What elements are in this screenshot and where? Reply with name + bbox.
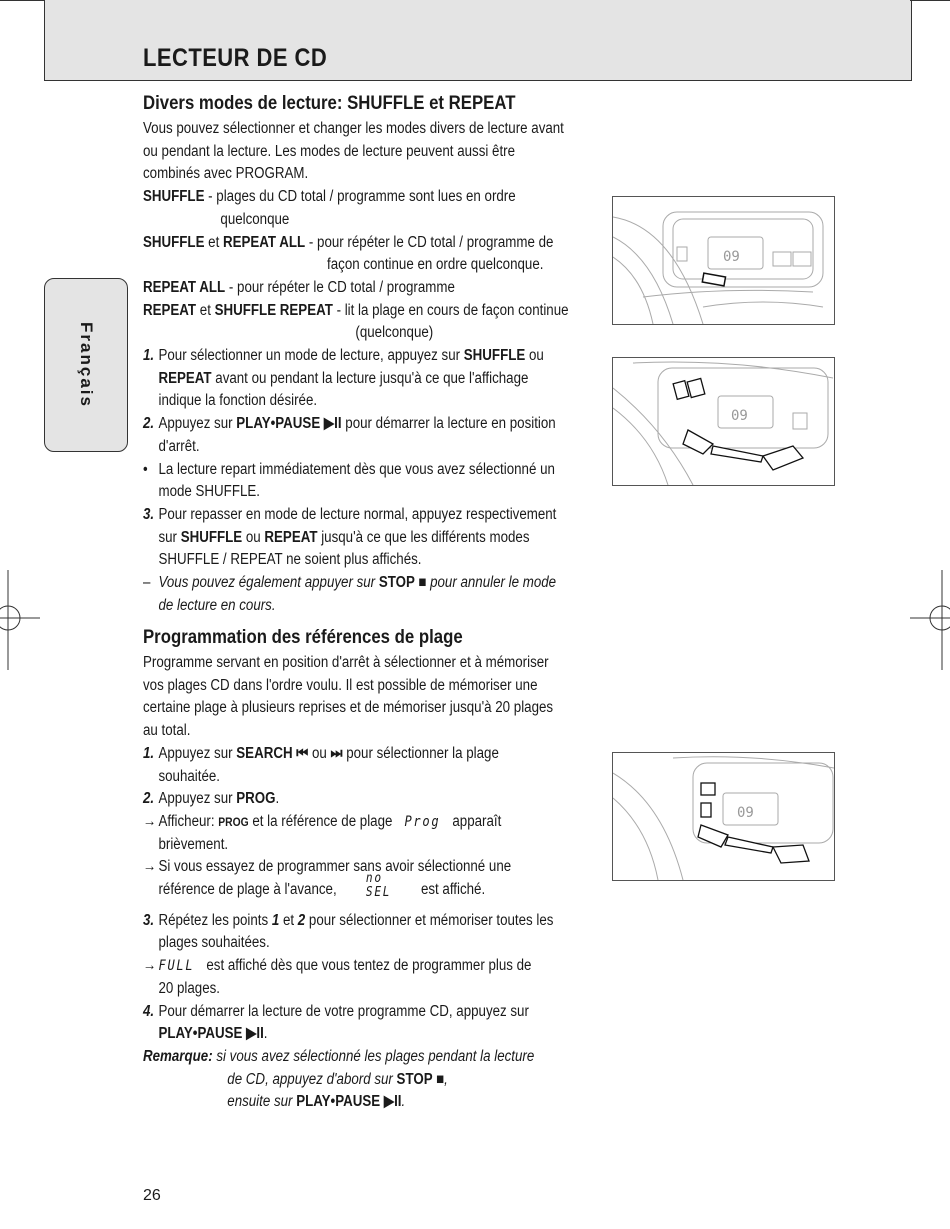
mode-shuffle-repeat-all: SHUFFLE et REPEAT ALL - pour répéter le CD total / programme de [143,233,554,251]
cd-player-illustration-2 [612,357,835,486]
cd-player-illustration-3 [612,752,835,881]
prog-step-4-cont: PLAY•PAUSE ▶II. [158,1025,268,1043]
paragraph-line: vos plages CD dans l'ordre voulu. Il est possible de mémoriser une [143,676,538,694]
note-cont: de CD, appuyez d'abord sur STOP ■, [227,1070,448,1088]
prog-step-3: 3. Répétez les points 1 et 2 pour sélectionner et mémoriser toutes les [143,911,554,929]
step-1-cont: indique la fonction désirée. [158,392,318,410]
dash-note-cont: de lecture en cours. [158,596,276,614]
note-cont: ensuite sur PLAY•PAUSE ▶II. [227,1093,406,1111]
mode-shuffle: SHUFFLE - plages du CD total / programme sont lues en ordre [143,188,516,206]
prog-arrow-1-cont: brièvement. [158,835,229,853]
paragraph-line: ou pendant la lecture. Les modes de lecture peuvent aussi être [143,142,516,160]
paragraph-line: Programme servant en position d'arrêt à sélectionner et à mémoriser [143,654,549,671]
step-3-cont: sur SHUFFLE ou REPEAT jusqu'à ce que les différents modes [158,528,530,546]
note: Remarque: si vous avez sélectionné les plages pendant la lecture [143,1047,535,1065]
note-label: Remarque: [143,1047,213,1065]
language-tab [44,278,128,452]
language-tab-label: Français [77,322,96,408]
mode-repeat-cont: (quelconque) [355,324,434,342]
display-prog-glyph: Prog [404,813,441,830]
prog-step-2: 2. Appuyez sur PROG. [143,790,280,808]
fig3-display-number: 09 [737,805,754,821]
step-2: 2. Appuyez sur PLAY•PAUSE ▶II pour démarrer la lecture en position [143,415,556,433]
dash-note: – Vous pouvez également appuyer sur STOP ■ pour annuler le mode [143,574,557,592]
step-3: 3. Pour repasser en mode de lecture normal, appuyez respectivement [143,505,557,523]
step-3-cont: SHUFFLE / REPEAT ne soient plus affichés. [158,551,422,569]
prog-arrow-1: → Afficheur: PROG et la référence de plage Prog apparaît [143,812,502,830]
registration-mark-right [910,570,950,670]
crop-mark [0,0,44,1]
step-1: 1. Pour sélectionner un mode de lecture, appuyez sur SHUFFLE ou [143,347,544,365]
section-shuffle-repeat-body [143,118,608,617]
prog-arrow-3-cont: 20 plages. [158,979,220,997]
prog-step-4: 4. Pour démarrer la lecture de votre programme CD, appuyez sur [143,1002,529,1020]
prog-step-1: 1. Appuyez sur SEARCH ⏮ ou ⏭ pour sélectionner la plage [143,744,499,762]
section-programming-body [143,652,608,1114]
section-heading-shuffle-repeat: Divers modes de lecture: SHUFFLE et REPEAT [143,92,516,114]
prog-arrow-2: → Si vous essayez de programmer sans avoir sélectionné une [143,858,512,876]
display-no-glyph: no [365,870,383,886]
step-2-cont: d'arrêt. [158,437,200,455]
registration-mark-left [0,570,40,670]
page-title: LECTEUR DE CD [143,44,328,72]
mode-shuffle-repeat-all-cont: façon continue en ordre quelconque. [327,256,544,274]
mode-repeat-shuffle-repeat: REPEAT et SHUFFLE REPEAT - lit la plage en cours de façon continue [143,301,569,319]
fig2-display-number: 09 [731,408,748,424]
display-full-glyph: FULL [158,958,195,975]
page-number: 26 [143,1187,161,1204]
section-heading-programming: Programmation des références de plage [143,626,463,648]
paragraph-line: combinés avec PROGRAM. [143,165,309,183]
display-sel-glyph: SEL [365,884,392,900]
prog-step-3-cont: plages souhaitées. [158,934,270,952]
prog-arrow-3: → FULL est affiché dès que vous tentez de programmer plus de [143,957,532,975]
paragraph-line: au total. [143,722,191,740]
paragraph-line: Vous pouvez sélectionner et changer les modes divers de lecture avant [143,120,564,137]
paragraph-line: certaine plage à plusieurs reprises et de mémoriser jusqu'à 20 plages [143,699,554,717]
bullet-1: • La lecture repart immédiatement dès que vous avez sélectionné un [143,460,555,478]
cd-player-illustration-1 [612,196,835,325]
mode-shuffle-cont: quelconque [220,210,290,228]
bullet-1-cont: mode SHUFFLE. [158,483,260,501]
step-1-cont: REPEAT avant ou pendant la lecture jusqu'à ce que l'affichage [158,369,529,387]
prog-arrow-2-cont: référence de plage à l'avance, no SEL est affiché. [143,879,607,902]
mode-repeat-all: REPEAT ALL - pour répéter le CD total / programme [143,278,455,296]
crop-mark [910,0,950,1]
prog-step-1-cont: souhaitée. [158,767,220,785]
fig1-display-number: 09 [723,249,740,265]
